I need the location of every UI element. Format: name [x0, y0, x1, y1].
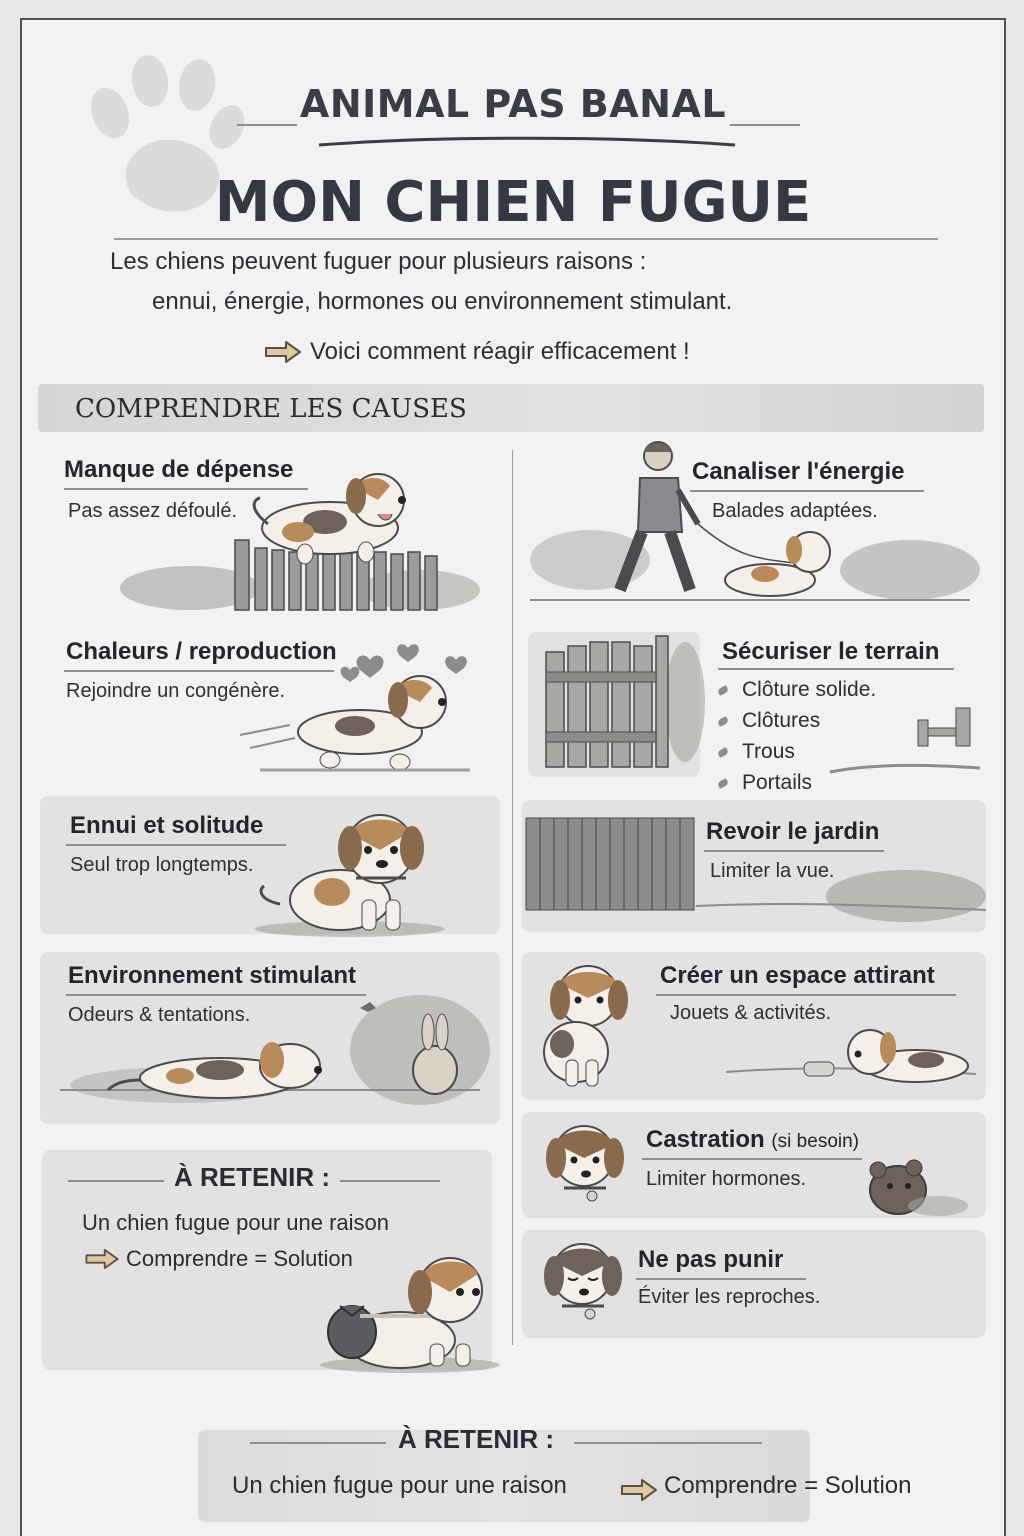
calm-dog-head-illustration: [532, 1234, 628, 1330]
brand-title: ANIMAL PAS BANAL: [299, 82, 727, 126]
arrow-right-icon: [84, 1248, 120, 1270]
dog-running-hearts-illustration: [240, 640, 490, 780]
dog-sitting-alone-illustration: [250, 804, 450, 939]
cause-title-boredom: Ennui et solitude: [70, 812, 264, 839]
solution-text-energy: Balades adaptées.: [712, 500, 878, 522]
dog-jumping-fence-illustration: [120, 470, 480, 615]
solution-title-secure: Sécuriser le terrain: [722, 638, 940, 665]
solution-text-space: Jouets & activités.: [670, 1002, 832, 1024]
leaf-bullet-item: Portails: [718, 771, 876, 802]
solution-text-castration: Limiter hormones.: [646, 1168, 807, 1190]
solution-title-energy: Canaliser l'énergie: [692, 458, 905, 485]
cause-title-environment: Environnement stimulant: [68, 962, 357, 989]
leaf-bullet-item: Clôtures: [718, 709, 876, 740]
column-divider: [512, 450, 513, 1345]
cause-title-energy: Manque de dépense: [64, 456, 294, 483]
footer-rule-right: [574, 1442, 762, 1444]
leaf-bullet-item: Trous: [718, 740, 876, 771]
retain-box-line2: Comprendre = Solution: [126, 1246, 353, 1271]
wooden-gate-illustration: [540, 632, 700, 772]
intro-cta: Voici comment réagir efficacement !: [310, 338, 690, 365]
fence-posts-illustration: [830, 700, 980, 780]
solution-rule: [642, 1158, 862, 1160]
cause-text-environment: Odeurs & tentations.: [68, 1004, 251, 1026]
page-title: MON CHIEN FUGUE: [214, 170, 812, 235]
retain-box-line1: Un chien fugue pour une raison: [82, 1210, 389, 1235]
dog-head-illustration: [534, 1116, 630, 1214]
leaf-bullet-item: Clôture solide.: [718, 678, 876, 709]
person-walking-dog-illustration: [530, 440, 980, 615]
intro-line-1: Les chiens peuvent fuguer pour plusieurs raisons :: [110, 248, 647, 275]
cause-text-heat: Rejoindre un congénère.: [66, 680, 286, 702]
solution-rule: [718, 668, 954, 670]
cause-text-energy: Pas assez défoulé.: [68, 500, 237, 522]
solution-title-castration: [646, 1126, 859, 1154]
retain-rule-left: [68, 1180, 164, 1182]
footer-text-left: Un chien fugue pour une raison: [232, 1472, 567, 1499]
puppy-toys-illustration: [526, 962, 986, 1094]
solution-title-punish: Ne pas punir: [638, 1246, 784, 1273]
solution-text-punish: Éviter les reproches.: [638, 1286, 821, 1308]
dog-sniffing-rabbit-illustration: [60, 990, 490, 1115]
cause-title-heat: Chaleurs / reproduction: [66, 638, 337, 665]
small-dog-peeking-illustration: [858, 1150, 968, 1216]
castration-note: (si besoin): [771, 1131, 860, 1152]
retain-box-heading: À RETENIR :: [174, 1162, 330, 1192]
solution-rule: [636, 1278, 806, 1280]
brand-underline: [317, 136, 737, 150]
arrow-right-icon: [620, 1478, 658, 1502]
solution-title-garden: Revoir le jardin: [706, 818, 880, 845]
solution-rule: [704, 850, 884, 852]
solution-text-garden: Limiter la vue.: [710, 860, 835, 882]
castration-label: Castration: [646, 1126, 765, 1153]
intro-line-2: ennui, énergie, hormones ou environnement stimulant.: [152, 288, 733, 315]
retain-rule-right: [340, 1180, 440, 1182]
section-title: COMPRENDRE LES CAUSES: [75, 394, 467, 424]
footer-heading: À RETENIR :: [398, 1424, 554, 1454]
footer-text-right: Comprendre = Solution: [664, 1472, 912, 1499]
title-rule: [114, 238, 938, 240]
dog-with-bundle-illustration: [310, 1250, 500, 1375]
arrow-right-icon: [264, 340, 302, 364]
cause-text-boredom: Seul trop longtemps.: [70, 854, 254, 876]
footer-rule-left: [250, 1442, 386, 1444]
solution-title-space: Créer un espace attirant: [660, 962, 935, 989]
